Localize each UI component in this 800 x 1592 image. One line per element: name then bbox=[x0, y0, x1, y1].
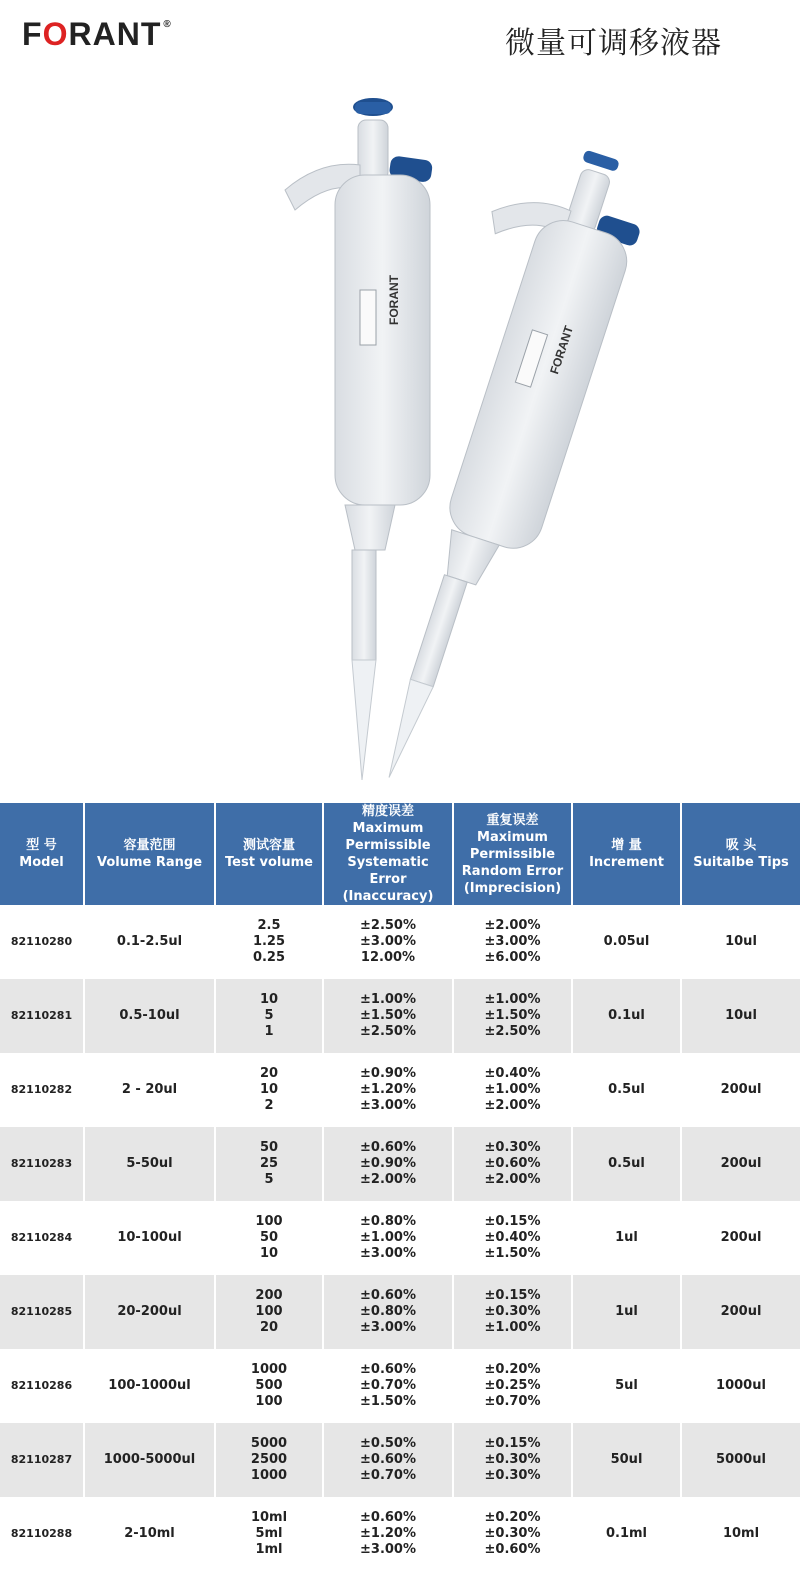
cell-increment: 0.5ul bbox=[572, 1127, 681, 1201]
cell-test-volume-value: 2 bbox=[264, 1098, 274, 1113]
cell-volume-range: 1000-5000ul bbox=[84, 1423, 215, 1497]
cell-random-error bbox=[453, 1127, 572, 1201]
cell-tips: 10ul bbox=[681, 979, 800, 1053]
logo-letters-rant: RANT bbox=[68, 16, 162, 52]
cell-test-volume-value: 10ml bbox=[250, 1510, 288, 1525]
cell-test-volume-value: 1000 bbox=[250, 1362, 288, 1377]
cell-systematic-error-value: ±1.00% bbox=[360, 1230, 416, 1245]
cell-random-error-value: ±0.70% bbox=[484, 1394, 541, 1409]
header-random-error: 重复误差 Maximum Permissible Random Error (Imprecision) bbox=[453, 803, 572, 905]
brand-logo bbox=[22, 16, 172, 53]
cell-systematic-error-value: ±3.00% bbox=[360, 1320, 416, 1335]
cell-systematic-error bbox=[323, 979, 453, 1053]
cell-systematic-error-value: ±1.20% bbox=[360, 1526, 416, 1541]
logo-letter-f: F bbox=[22, 16, 43, 52]
cell-increment: 1ul bbox=[572, 1275, 681, 1349]
header-increment: 增 量 Increment bbox=[572, 803, 681, 905]
cell-test-volume-value: 50 bbox=[259, 1230, 279, 1245]
cell-systematic-error bbox=[323, 1201, 453, 1275]
cell-test-volume-value: 10 bbox=[259, 1082, 279, 1097]
table-row bbox=[0, 905, 800, 979]
cell-test-volume bbox=[215, 1201, 323, 1275]
cell-increment: 50ul bbox=[572, 1423, 681, 1497]
cell-random-error-value: ±0.15% bbox=[484, 1288, 541, 1303]
cell-systematic-error-value: ±0.90% bbox=[360, 1066, 416, 1081]
cell-increment: 0.1ul bbox=[572, 979, 681, 1053]
table-row bbox=[0, 1497, 800, 1571]
cell-random-error bbox=[453, 1201, 572, 1275]
cell-random-error-value: ±0.15% bbox=[484, 1436, 541, 1451]
cell-random-error-value: ±0.30% bbox=[484, 1140, 541, 1155]
cell-systematic-error-value: ±2.50% bbox=[360, 1024, 416, 1039]
cell-random-error bbox=[453, 1423, 572, 1497]
cell-systematic-error-value: ±1.50% bbox=[360, 1008, 416, 1023]
header-volume-range: 容量范围 Volume Range bbox=[84, 803, 215, 905]
cell-volume-range: 5-50ul bbox=[84, 1127, 215, 1201]
table-row bbox=[0, 1275, 800, 1349]
cell-volume-range: 2-10ml bbox=[84, 1497, 215, 1571]
cell-systematic-error-value: ±0.50% bbox=[360, 1436, 416, 1451]
cell-systematic-error-value: ±1.00% bbox=[360, 992, 416, 1007]
spec-table-header bbox=[0, 803, 800, 905]
cell-test-volume-value: 0.25 bbox=[252, 950, 286, 965]
cell-systematic-error-value: ±0.60% bbox=[360, 1140, 416, 1155]
cell-test-volume bbox=[215, 1275, 323, 1349]
cell-test-volume-value: 10 bbox=[259, 992, 279, 1007]
table-row bbox=[0, 1423, 800, 1497]
cell-random-error-value: ±6.00% bbox=[484, 950, 541, 965]
cell-model: 82110282 bbox=[0, 1053, 84, 1127]
cell-random-error bbox=[453, 979, 572, 1053]
cell-systematic-error-value: ±0.60% bbox=[360, 1362, 416, 1377]
pipette-image bbox=[0, 80, 800, 800]
cell-random-error-value: ±1.00% bbox=[484, 1320, 541, 1335]
cell-systematic-error-value: ±0.80% bbox=[360, 1214, 416, 1229]
cell-random-error-value: ±0.15% bbox=[484, 1214, 541, 1229]
cell-test-volume-value: 100 bbox=[255, 1214, 283, 1229]
cell-systematic-error-value: ±0.60% bbox=[360, 1510, 416, 1525]
cell-volume-range: 2 - 20ul bbox=[84, 1053, 215, 1127]
cell-systematic-error bbox=[323, 1423, 453, 1497]
cell-tips: 200ul bbox=[681, 1127, 800, 1201]
spec-table bbox=[0, 803, 800, 1571]
cell-random-error-value: ±1.00% bbox=[484, 1082, 541, 1097]
cell-systematic-error-value: 12.00% bbox=[360, 950, 416, 965]
table-row bbox=[0, 1127, 800, 1201]
product-photo bbox=[0, 80, 800, 800]
table-row bbox=[0, 1201, 800, 1275]
cell-random-error-value: ±0.40% bbox=[484, 1066, 541, 1081]
cell-test-volume bbox=[215, 1053, 323, 1127]
cell-random-error bbox=[453, 1349, 572, 1423]
cell-random-error-value: ±0.20% bbox=[484, 1510, 541, 1525]
cell-systematic-error-value: ±0.70% bbox=[360, 1378, 416, 1393]
cell-test-volume-value: 500 bbox=[255, 1378, 283, 1393]
cell-random-error-value: ±0.60% bbox=[484, 1156, 541, 1171]
cell-random-error-value: ±0.30% bbox=[484, 1468, 541, 1483]
cell-random-error-value: ±0.30% bbox=[484, 1304, 541, 1319]
cell-systematic-error-value: ±0.90% bbox=[360, 1156, 416, 1171]
cell-model: 82110285 bbox=[0, 1275, 84, 1349]
cell-test-volume-value: 5ml bbox=[255, 1526, 283, 1541]
cell-test-volume-value: 100 bbox=[255, 1394, 283, 1409]
cell-test-volume bbox=[215, 979, 323, 1053]
cell-test-volume-value: 2500 bbox=[250, 1452, 288, 1467]
table-row bbox=[0, 979, 800, 1053]
cell-systematic-error-value: ±3.00% bbox=[360, 1246, 416, 1261]
registered-mark: ® bbox=[163, 19, 172, 30]
cell-random-error-value: ±1.50% bbox=[484, 1246, 541, 1261]
cell-random-error-value: ±1.00% bbox=[484, 992, 541, 1007]
header-systematic-error: 精度误差 Maximum Permissible Systematic Error (Inaccuracy) bbox=[323, 803, 453, 905]
header-model: 型 号 Model bbox=[0, 803, 84, 905]
cell-test-volume-value: 1 bbox=[264, 1024, 274, 1039]
cell-random-error bbox=[453, 1053, 572, 1127]
cell-systematic-error bbox=[323, 905, 453, 979]
pipette-right-brand: FORANT bbox=[547, 323, 576, 376]
cell-increment: 5ul bbox=[572, 1349, 681, 1423]
cell-test-volume-value: 5 bbox=[264, 1008, 274, 1023]
page-header bbox=[0, 0, 800, 80]
cell-tips: 200ul bbox=[681, 1053, 800, 1127]
cell-increment: 0.5ul bbox=[572, 1053, 681, 1127]
cell-test-volume-value: 1000 bbox=[250, 1468, 288, 1483]
cell-systematic-error-value: ±0.60% bbox=[360, 1452, 416, 1467]
cell-tips: 200ul bbox=[681, 1275, 800, 1349]
cell-systematic-error-value: ±1.20% bbox=[360, 1082, 416, 1097]
cell-systematic-error-value: ±3.00% bbox=[360, 934, 416, 949]
cell-model: 82110280 bbox=[0, 905, 84, 979]
cell-volume-range: 100-1000ul bbox=[84, 1349, 215, 1423]
cell-random-error-value: ±1.50% bbox=[484, 1008, 541, 1023]
pipette-left-brand: FORANT bbox=[387, 275, 401, 325]
cell-tips: 1000ul bbox=[681, 1349, 800, 1423]
cell-random-error-value: ±0.25% bbox=[484, 1378, 541, 1393]
cell-model: 82110287 bbox=[0, 1423, 84, 1497]
cell-volume-range: 20-200ul bbox=[84, 1275, 215, 1349]
cell-increment: 0.1ml bbox=[572, 1497, 681, 1571]
cell-volume-range: 0.1-2.5ul bbox=[84, 905, 215, 979]
header-test-volume: 测试容量 Test volume bbox=[215, 803, 323, 905]
cell-systematic-error-value: ±2.50% bbox=[360, 918, 416, 933]
cell-random-error bbox=[453, 1497, 572, 1571]
cell-systematic-error-value: ±3.00% bbox=[360, 1542, 416, 1557]
cell-random-error bbox=[453, 905, 572, 979]
cell-test-volume-value: 2.5 bbox=[257, 918, 281, 933]
cell-volume-range: 10-100ul bbox=[84, 1201, 215, 1275]
cell-test-volume bbox=[215, 905, 323, 979]
cell-systematic-error bbox=[323, 1497, 453, 1571]
cell-systematic-error-value: ±3.00% bbox=[360, 1098, 416, 1113]
table-row bbox=[0, 1053, 800, 1127]
cell-test-volume bbox=[215, 1349, 323, 1423]
cell-systematic-error bbox=[323, 1127, 453, 1201]
cell-test-volume-value: 10 bbox=[259, 1246, 279, 1261]
cell-test-volume-value: 100 bbox=[255, 1304, 283, 1319]
cell-systematic-error bbox=[323, 1275, 453, 1349]
cell-test-volume-value: 200 bbox=[255, 1288, 283, 1303]
cell-tips: 10ul bbox=[681, 905, 800, 979]
cell-test-volume bbox=[215, 1127, 323, 1201]
cell-increment: 1ul bbox=[572, 1201, 681, 1275]
cell-random-error-value: ±0.30% bbox=[484, 1452, 541, 1467]
table-row bbox=[0, 1349, 800, 1423]
cell-tips: 200ul bbox=[681, 1201, 800, 1275]
cell-model: 82110284 bbox=[0, 1201, 84, 1275]
cell-test-volume-value: 5000 bbox=[250, 1436, 288, 1451]
cell-model: 82110288 bbox=[0, 1497, 84, 1571]
cell-random-error-value: ±2.50% bbox=[484, 1024, 541, 1039]
cell-random-error-value: ±0.40% bbox=[484, 1230, 541, 1245]
cell-model: 82110281 bbox=[0, 979, 84, 1053]
cell-systematic-error-value: ±0.80% bbox=[360, 1304, 416, 1319]
cell-model: 82110283 bbox=[0, 1127, 84, 1201]
cell-random-error bbox=[453, 1275, 572, 1349]
cell-random-error-value: ±2.00% bbox=[484, 1172, 541, 1187]
cell-random-error-value: ±0.20% bbox=[484, 1362, 541, 1377]
cell-random-error-value: ±3.00% bbox=[484, 934, 541, 949]
cell-random-error-value: ±2.00% bbox=[484, 1098, 541, 1113]
page-title: 微量可调移液器 bbox=[505, 26, 722, 61]
cell-systematic-error bbox=[323, 1053, 453, 1127]
cell-systematic-error-value: ±0.70% bbox=[360, 1468, 416, 1483]
cell-increment: 0.05ul bbox=[572, 905, 681, 979]
cell-test-volume-value: 1.25 bbox=[252, 934, 286, 949]
cell-test-volume-value: 20 bbox=[259, 1320, 279, 1335]
cell-random-error-value: ±0.60% bbox=[484, 1542, 541, 1557]
logo-letter-o: O bbox=[42, 16, 69, 52]
cell-test-volume-value: 5 bbox=[264, 1172, 274, 1187]
cell-random-error-value: ±0.30% bbox=[484, 1526, 541, 1541]
header-tips: 吸 头 Suitalbe Tips bbox=[681, 803, 800, 905]
cell-test-volume bbox=[215, 1423, 323, 1497]
cell-model: 82110286 bbox=[0, 1349, 84, 1423]
cell-test-volume-value: 20 bbox=[259, 1066, 279, 1081]
cell-tips: 5000ul bbox=[681, 1423, 800, 1497]
cell-test-volume-value: 1ml bbox=[255, 1542, 283, 1557]
cell-systematic-error-value: ±0.60% bbox=[360, 1288, 416, 1303]
cell-test-volume-value: 50 bbox=[259, 1140, 279, 1155]
cell-systematic-error-value: ±1.50% bbox=[360, 1394, 416, 1409]
cell-tips: 10ml bbox=[681, 1497, 800, 1571]
cell-systematic-error bbox=[323, 1349, 453, 1423]
cell-test-volume bbox=[215, 1497, 323, 1571]
cell-test-volume-value: 25 bbox=[259, 1156, 279, 1171]
cell-random-error-value: ±2.00% bbox=[484, 918, 541, 933]
cell-volume-range: 0.5-10ul bbox=[84, 979, 215, 1053]
cell-systematic-error-value: ±2.00% bbox=[360, 1172, 416, 1187]
